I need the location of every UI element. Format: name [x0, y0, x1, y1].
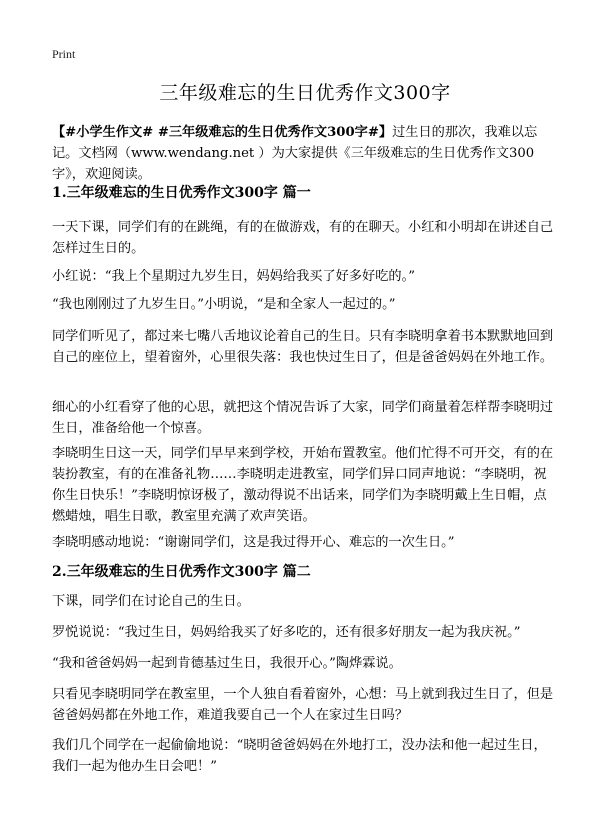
section-1-paragraph: 一天下课，同学们有的在跳绳，有的在做游戏，有的在聊天。小红和小明却在讲述自己怎样过生日的。 [52, 220, 554, 256]
section-2-paragraph: 罗悦说说：“我过生日，妈妈给我买了好多吃的，还有很多好朋友一起为我庆祝。” [52, 625, 521, 640]
intro-text: 过生日的那次，我难以忘记。文档网（www.wendang.net ）为大家提供《三年级难忘的生日优秀作文300字》，欢迎阅读。 [52, 125, 538, 182]
section-2-paragraph: 我们几个同学在一起偷偷地说：“晓明爸爸妈妈在外地打工，没办法和他一起过生日，我们一起为他办生日会吧！” [52, 738, 547, 774]
section-1-paragraph: 小红说：“我上个星期过九岁生日，妈妈给我买了好多好吃的。” [52, 269, 415, 284]
section-1-heading: 1.三年级难忘的生日优秀作文300字 篇一 [52, 185, 311, 201]
print-link[interactable]: Print [52, 47, 76, 61]
intro-paragraph [52, 122, 558, 185]
section-1-paragraph: 李晓明感动地说：“谢谢同学们，这是我过得开心、难忘的一次生日。” [52, 535, 455, 550]
section-2-paragraph: “我和爸爸妈妈一起到肯德基过生日，我很开心。”陶烨霖说。 [52, 656, 402, 671]
section-1-paragraph: 细心的小红看穿了他的心思，就把这个情况告诉了大家，同学们商量着怎样帮李晓明过生日，准备给他一个惊喜。 [52, 400, 554, 436]
section-2-heading: 2.三年级难忘的生日优秀作文300字 篇二 [52, 564, 311, 580]
section-2-paragraph: 只看见李晓明同学在教室里，一个人独自看着窗外，心想：马上就到我过生日了，但是爸爸妈妈都在外地工作，难道我要自己一个人在家过生日吗？ [52, 687, 554, 723]
intro-tags: 【#小学生作文# #三年级难忘的生日优秀作文300字#】 [52, 125, 393, 140]
section-1-paragraph: 李晓明生日这一天，同学们早早来到学校，开始布置教室。他们忙得不可开交，有的在装扮教室，有的在准备礼物……李晓明走进教室，同学们异口同声地说：“李晓明，祝你生日快乐！”李晓明惊讶极了，激动得说不出话来，同学们为李晓明戴上生日帽，点燃蜡烛，唱生日歌，教室里充满了欢声笑语。 [52, 446, 554, 524]
section-2-paragraph: 下课，同学们在讨论自己的生日。 [52, 594, 250, 609]
section-1-paragraph: 同学们听见了，都过来七嘴八舌地议论着自己的生日。只有李晓明拿着书本默默地回到自己的座位上，望着窗外，心里很失落：我也快过生日了，但是爸爸妈妈在外地工作。 [52, 329, 554, 365]
section-1-paragraph: “我也刚刚过了九岁生日。”小明说，“是和全家人一起过的。” [52, 297, 396, 312]
page-title: 三年级难忘的生日优秀作文300字 [159, 82, 451, 104]
